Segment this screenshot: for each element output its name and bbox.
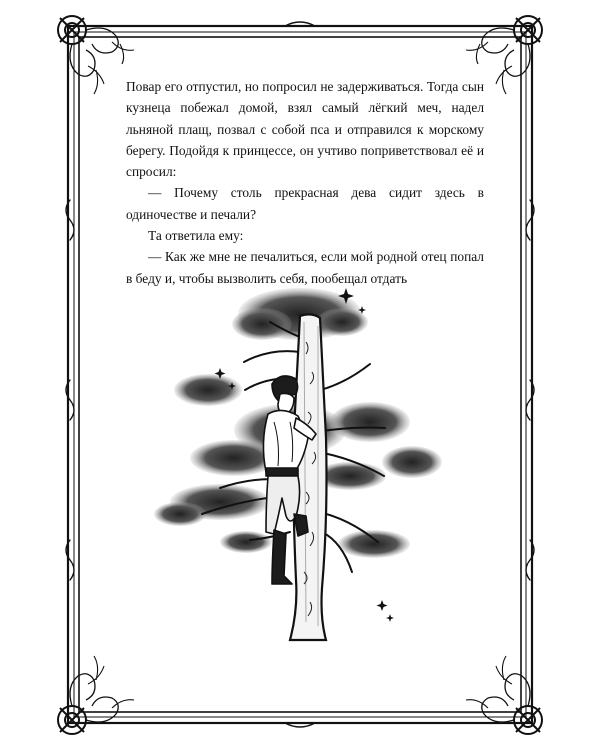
paragraph-1: Повар его отпустил, но попросил не задерживаться. Тогда сын кузнеца побежал домой, взял самый лёгкий меч, надел льняной плащ, позвал с собой пса и отправился к морскому берегу. Подойдя к принцессе, он учтиво поприветствовал её и спросил: — [126, 79, 484, 180]
paragraph-2: — Почему столь прекрасная дева сидит здесь в одиночестве и печали? — [126, 185, 484, 222]
pine-tree-illustration — [150, 282, 450, 642]
corner-knot-top-left — [58, 16, 134, 94]
paragraph-4: — Как же мне не печалиться, если мой родной отец попал в беду и, чтобы вызволить себя, пообещал отдать — [126, 249, 484, 286]
body-text — [126, 76, 484, 289]
paragraph-3: Та ответила ему: — [148, 228, 244, 244]
